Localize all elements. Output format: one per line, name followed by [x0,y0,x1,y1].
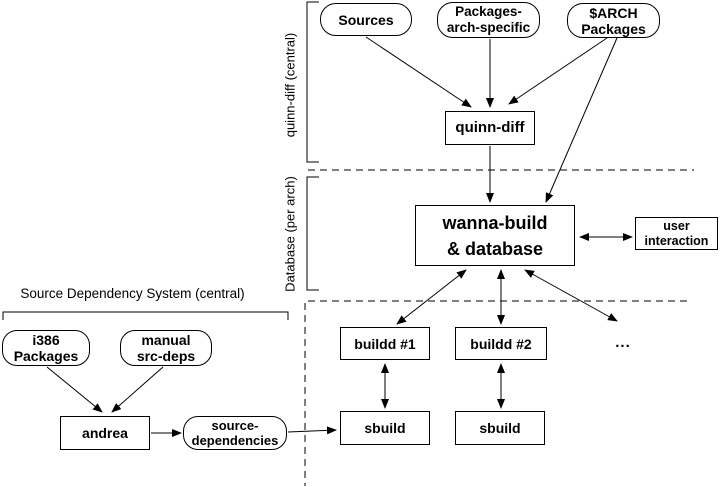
node-buildd-2-label: buildd #2 [470,335,532,352]
section-label-source-dependency-system: Source Dependency System (central) [20,286,245,301]
node-wanna-build-line1: wanna-build [442,212,548,233]
node-i386-packages-line1: i386 [32,332,60,348]
arrow-wanna-build-more-buildds [525,270,617,321]
node-quinn-diff [445,111,535,145]
node-wanna-build [415,205,575,266]
bracket-database-section [307,177,319,290]
node-sources [320,3,412,36]
section-label-database-per-arch: Database (per arch) [282,176,298,292]
node-sbuild-1-label: sbuild [364,420,406,436]
node-i386-packages-line2: Packages [13,348,79,364]
arrow-source-dependencies-to-sbuild-1 [288,430,336,432]
bracket-source-dependency-section [3,312,288,320]
node-i386-packages [2,330,90,366]
arrow-manual-src-deps-to-andrea [112,367,163,412]
section-label-quinn-diff-central: quinn-diff (central) [282,32,298,138]
node-wanna-build-line2: & database [446,238,544,259]
node-andrea [60,416,150,450]
node-source-dependencies-line1: source- [211,418,259,433]
node-source-dependencies-line2: dependencies [191,433,279,448]
arrow-wanna-build-buildd-1 [397,270,466,324]
node-source-dependencies [183,416,287,450]
node-quinn-diff-label: quinn-diff [455,119,525,136]
node-user-interaction-line1: user [663,218,690,233]
node-sbuild-2 [455,411,545,445]
node-user-interaction [635,217,718,250]
node-user-interaction-line2: interaction [644,233,709,248]
node-arch-packages-line2: Packages [581,20,646,37]
arrow-i386-packages-to-andrea [47,367,102,412]
arrow-sources-to-quinn-diff [366,37,471,107]
node-buildd-1 [340,327,430,360]
node-packages-arch-specific-line1: Packages- [455,4,522,19]
node-sources-label: Sources [338,11,394,28]
node-andrea-label: andrea [82,425,128,441]
node-arch-packages [567,3,660,38]
node-sbuild-1 [340,411,430,445]
node-manual-src-deps-line2: src-deps [136,348,196,364]
bracket-quinn-diff-section [307,2,319,162]
node-buildd-2 [455,327,547,360]
node-arch-packages-line1: $ARCH [589,4,638,21]
more-buildds-ellipsis: ... [615,334,631,351]
node-packages-arch-specific-line2: arch-specific [446,20,531,35]
arrow-arch-packages-to-wanna-build [546,38,617,202]
node-sbuild-2-label: sbuild [479,420,521,436]
node-packages-arch-specific [437,2,540,38]
node-manual-src-deps [120,330,212,366]
node-buildd-1-label: buildd #1 [354,335,416,352]
node-manual-src-deps-line1: manual [141,332,191,348]
